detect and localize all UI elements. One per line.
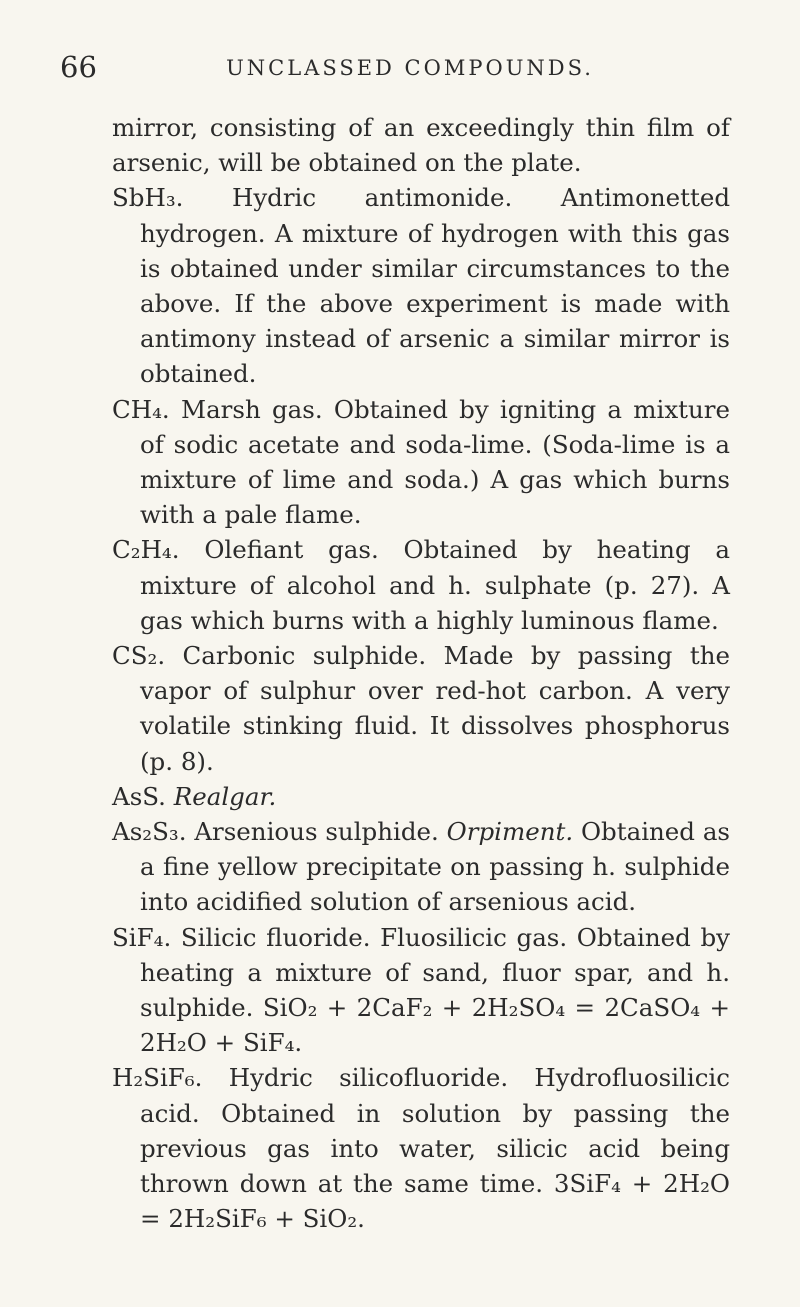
page-number: 66 [60,50,97,84]
mineral-name: Realgar. [173,781,277,811]
entry-ch4 [112,392,730,533]
entry-text: Obtained as a fine yellow precipitate on passing h. sulphide into acidified solution of arsenious acid. [140,817,730,917]
page-body [112,110,730,1237]
entry-sbh3 [112,180,730,391]
formula: C₂H₄. [112,535,180,565]
running-head: UNCLASSED COMPOUNDS. [226,56,594,80]
formula: CS₂. [112,641,166,671]
entry-text: Carbonic sulphide. Made by passing the vapor of sulphur over red-hot carbon. A very volatile stinking fluid. It dissolves phosphorus (p. 8). [140,641,730,776]
entry-h2sif6 [112,1060,730,1236]
page-header [60,50,760,86]
entry-text: Olefiant gas. Obtained by heating a mixture of alcohol and h. sulphate (p. 27). A gas which burns with a highly luminous flame. [140,535,730,635]
entry-name: Arsenious sulphide. [194,817,439,847]
intro-paragraph: mirror, consisting of an exceedingly thin film of arsenic, will be obtained on the plate. [112,113,730,178]
entry-as2s3 [112,814,730,920]
entry-text: Marsh gas. Obtained by igniting a mixture of sodic acetate and soda-lime. (Soda-lime is a mixture of lime and soda.) A gas which burns with a pale flame. [140,394,730,530]
formula: SiF₄. [112,922,172,952]
entry-cs2 [112,638,730,779]
entry-c2h4 [112,532,730,638]
formula: SbH₃. [112,183,184,213]
entry-text: Silicic fluoride. Fluosilicic gas. Obtained by heating a mixture of sand, fluor spar, and h. sulphide. [140,922,730,1023]
equation: 3SiF₄ + 2H₂O = 2H₂SiF₆ + SiO₂. [140,1169,730,1234]
entry-text: Hydric silicofluoride. Hydrofluosilicic acid. Obtained in solution by passing the previous gas into water, silicic acid being thrown down at the same time. [140,1063,730,1199]
entry-text: Hydric antimonide. Antimonetted hydrogen. A mixture of hydrogen with this gas is obtained under similar circumstances to the above. If the above experiment is made with antimony instead of arsenic a similar mirror is obtained. [140,183,731,389]
mineral-name: Orpiment. [446,817,574,847]
formula: As₂S₃. [112,817,187,847]
formula: H₂SiF₆. [112,1063,203,1093]
equation: SiO₂ + 2CaF₂ + 2H₂SO₄ = 2CaSO₄ + 2H₂O + SiF₄. [140,993,731,1058]
entry-sif4 [112,920,730,1061]
entry-ass [112,779,730,814]
formula: CH₄. [112,394,170,424]
formula: AsS. [112,781,166,811]
